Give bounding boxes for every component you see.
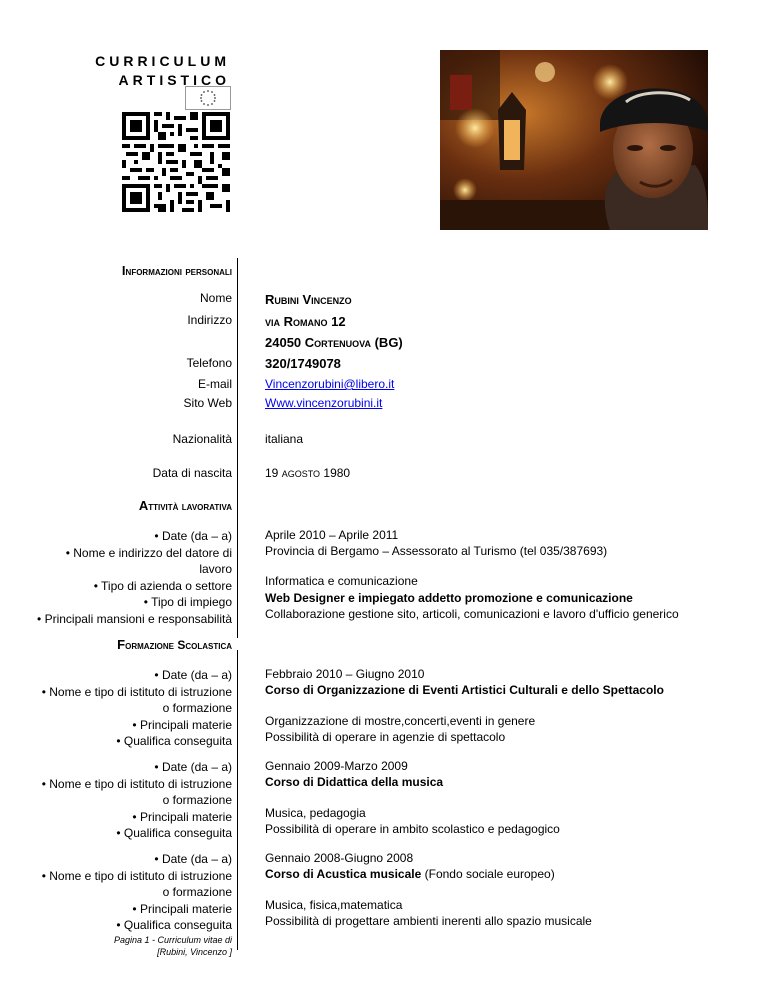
site-label: Sito Web: [183, 396, 232, 410]
address-line1: via Romano 12: [265, 314, 346, 329]
edu-label-subjects: • Principali materie: [132, 717, 232, 732]
address-line2: 24050 Cortenuova (BG): [265, 335, 403, 350]
section-work: Attività lavorativa: [138, 498, 232, 513]
edu-label-qualification: • Qualifica conseguita: [116, 918, 232, 932]
work-role: Web Designer e impiegato addetto promozione e comunicazione: [265, 591, 633, 605]
work-duties: Collaborazione gestione sito, articoli, comunicazioni e lavoro d'ufficio generico: [265, 607, 679, 621]
edu-label-qualification: • Qualifica conseguita: [116, 734, 232, 748]
birth-label: Data di nascita: [152, 466, 232, 480]
work-label-employer-cont: lavoro: [199, 562, 232, 576]
name-value: Rubini Vincenzo: [265, 292, 352, 307]
work-employer: Provincia di Bergamo – Assessorato al Turismo (tel 035/387693): [265, 544, 608, 558]
edu-labels: [12, 851, 232, 934]
birth-day: 19: [265, 466, 279, 480]
work-labels: [12, 528, 232, 627]
work-label-duties: • Principali mansioni e responsabilità: [37, 611, 232, 626]
phone-label: Telefono: [186, 356, 232, 370]
email-link[interactable]: Vincenzorubini@libero.it: [265, 377, 395, 391]
section-education: Formazione Scolastica: [117, 637, 232, 652]
page-footer: [32, 934, 232, 958]
edu-subjects: Organizzazione di mostre,concerti,eventi in genere: [265, 714, 536, 728]
edu-label-dates: • Date (da – a): [154, 852, 232, 866]
work-label-role: • Tipo di impiego: [143, 595, 232, 609]
edu-course: Corso di Organizzazione di Eventi Artistici Culturali e dello Spettacolo: [265, 683, 664, 697]
website-link[interactable]: Www.vincenzorubini.it: [265, 396, 383, 410]
email-label: E-mail: [197, 377, 232, 391]
address-label: Indirizzo: [187, 313, 232, 327]
eu-flag-icon: [185, 86, 231, 110]
edu-labels: [12, 667, 232, 750]
title-line1: CURRICULUM: [95, 53, 230, 69]
work-sector: Informatica e comunicazione: [265, 574, 418, 588]
work-label-employer: • Nome e indirizzo del datore di: [65, 545, 232, 560]
work-label-dates: • Date (da – a): [154, 529, 232, 543]
section-personal-info: Informazioni personali: [121, 263, 232, 278]
edu-label-subjects: • Principali materie: [132, 901, 232, 916]
work-label-sector: • Tipo di azienda o settore: [93, 578, 232, 593]
edu-label-institute-cont: o formazione: [162, 793, 232, 807]
edu-label-institute: • Nome e tipo di istituto di istruzione: [41, 684, 232, 699]
edu-qualification: Possibilità di operare in agenzie di spettacolo: [265, 730, 506, 744]
edu-label-institute-cont: o formazione: [162, 701, 232, 715]
footer-line2: [Rubini, Vincenzo ]: [157, 947, 232, 957]
edu-labels: [12, 759, 232, 842]
edu-label-dates: • Date (da – a): [154, 668, 232, 682]
nationality-label: Nazionalità: [172, 432, 232, 446]
edu-label-institute: • Nome e tipo di istituto di istruzione: [41, 776, 232, 791]
footer-line1: Pagina 1 - Curriculum vitae di: [113, 935, 232, 945]
edu-label-dates: • Date (da – a): [154, 760, 232, 774]
phone-value: 320/1749078: [265, 356, 341, 371]
birth-month: AGOSTO: [281, 469, 321, 479]
work-dates: Aprile 2010 – Aprile 2011: [265, 528, 399, 542]
cv-title: [30, 52, 230, 90]
edu-qualification: Possibilità di progettare ambienti inerenti allo spazio musicale: [265, 914, 592, 928]
edu-label-qualification: • Qualifica conseguita: [116, 826, 232, 840]
portrait-photo: [440, 50, 708, 230]
qr-code-icon: [122, 112, 230, 212]
edu-subjects: Musica, pedagogia: [265, 806, 366, 820]
edu-label-institute: • Nome e tipo di istituto di istruzione: [41, 868, 232, 883]
edu-label-subjects: • Principali materie: [132, 809, 232, 824]
name-label: Nome: [199, 291, 232, 305]
edu-course: [265, 867, 555, 882]
edu-dates: Febbraio 2010 – Giugno 2010: [265, 667, 425, 681]
edu-label-institute-cont: o formazione: [162, 885, 232, 899]
column-divider: [237, 650, 238, 950]
nationality-value: italiana: [265, 432, 304, 446]
edu-course: Corso di Didattica della musica: [265, 775, 444, 789]
title-line2: ARTISTICO: [118, 72, 230, 88]
birth-year: 1980: [323, 466, 351, 480]
column-divider: [237, 258, 238, 638]
birth-value: [265, 466, 350, 482]
edu-course-title: Corso di Acustica musicale: [265, 867, 422, 881]
edu-qualification: Possibilità di operare in ambito scolastico e pedagogico: [265, 822, 560, 836]
edu-subjects: Musica, fisica,matematica: [265, 898, 403, 912]
edu-dates: Gennaio 2009-Marzo 2009: [265, 759, 408, 773]
edu-dates: Gennaio 2008-Giugno 2008: [265, 851, 414, 865]
edu-course-note: (Fondo sociale europeo): [421, 867, 555, 881]
